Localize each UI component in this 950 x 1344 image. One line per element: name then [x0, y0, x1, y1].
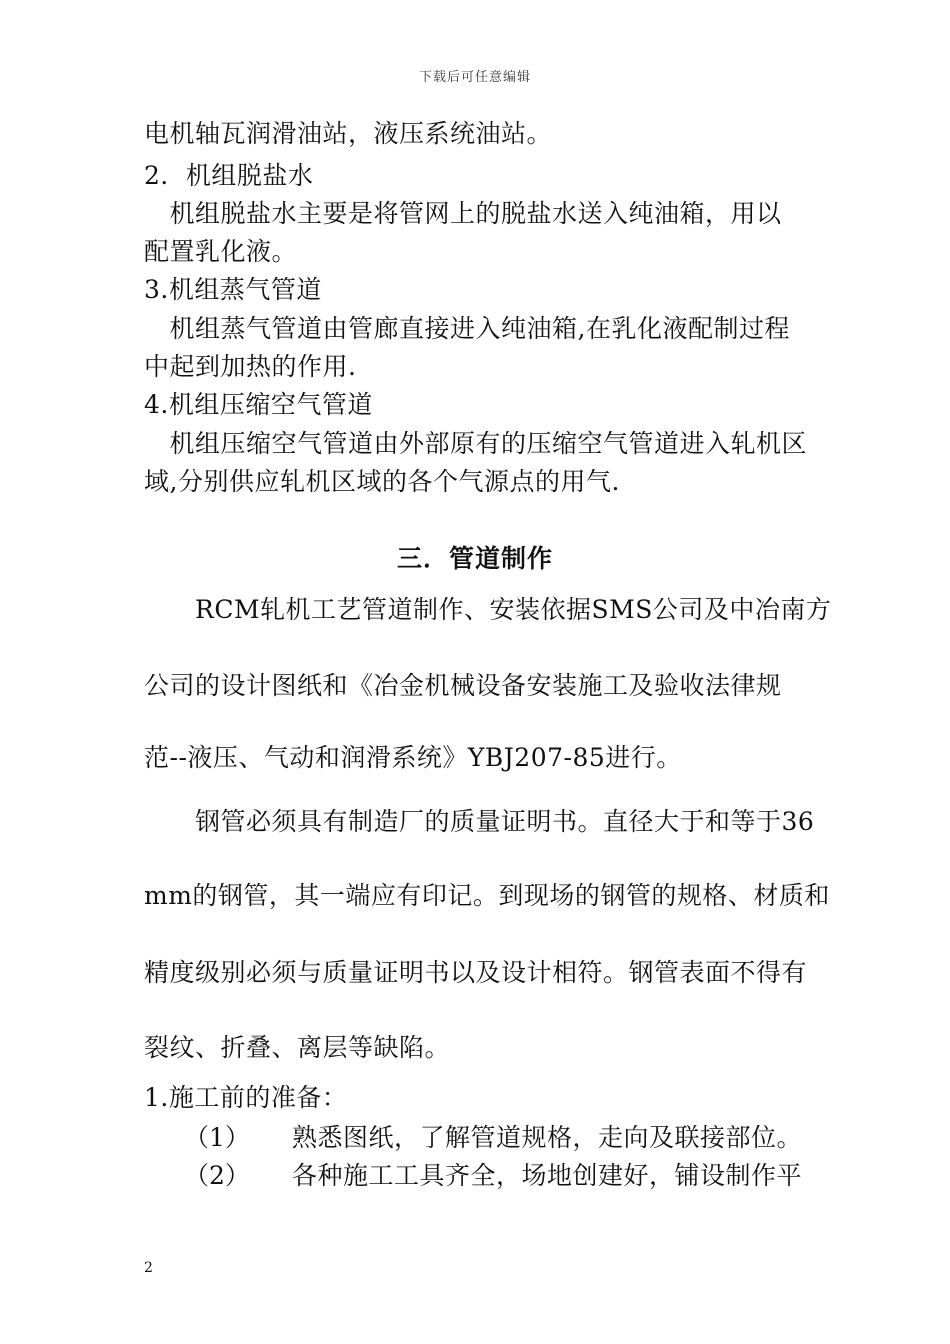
- subheading-steam-pipe: 3.机组蒸气管道: [144, 275, 322, 304]
- page-number: 2: [144, 1260, 153, 1276]
- body-line: 域,分别供应轧机区域的各个气源点的用气.: [144, 467, 620, 496]
- subheading-compressed-air-pipe: 4.机组压缩空气管道: [144, 390, 373, 419]
- paragraph-line: 范--液压、气动和润滑系统》YBJ207-85进行。: [144, 743, 682, 772]
- subheading-desalted-water: 2．机组脱盐水: [144, 161, 314, 190]
- paragraph-line: 精度级别必须与质量证明书以及设计相符。钢管表面不得有: [144, 958, 808, 987]
- list-item-text: 各种施工工具齐全，场地创建好，铺设制作平: [292, 1161, 803, 1190]
- section-title: 三．管道制作: [396, 544, 553, 573]
- paragraph-line: 钢管必须具有制造厂的质量证明书。直径大于和等于36: [144, 807, 815, 836]
- prep-heading: 1.施工前的准备：: [144, 1083, 348, 1112]
- body-line: 电机轴瓦润滑油站，液压系统油站。: [144, 119, 553, 148]
- body-line: 配置乳化液。: [144, 237, 298, 266]
- body-line: 机组压缩空气管道由外部原有的压缩空气管道进入轧机区: [144, 429, 808, 458]
- list-item-number: （2）: [184, 1161, 250, 1190]
- page-header: 下载后可任意编辑: [418, 70, 531, 85]
- body-line: 机组脱盐水主要是将管网上的脱盐水送入纯油箱，用以: [144, 199, 782, 228]
- list-item-text: 熟悉图纸，了解管道规格，走向及联接部位。: [292, 1123, 803, 1152]
- paragraph-line: 裂纹、折叠、离层等缺陷。: [144, 1033, 451, 1062]
- paragraph-line: 公司的设计图纸和《冶金机械设备安装施工及验收法律规: [144, 671, 782, 700]
- body-line: 机组蒸气管道由管廊直接进入纯油箱,在乳化液配制过程: [144, 314, 790, 343]
- list-item-number: （1）: [184, 1123, 250, 1152]
- paragraph-line: RCM轧机工艺管道制作、安装依据SMS公司及中冶南方: [144, 595, 832, 624]
- paragraph-line: mm的钢管，其一端应有印记。到现场的钢管的规格、材质和: [144, 881, 830, 910]
- body-line: 中起到加热的作用.: [144, 352, 357, 381]
